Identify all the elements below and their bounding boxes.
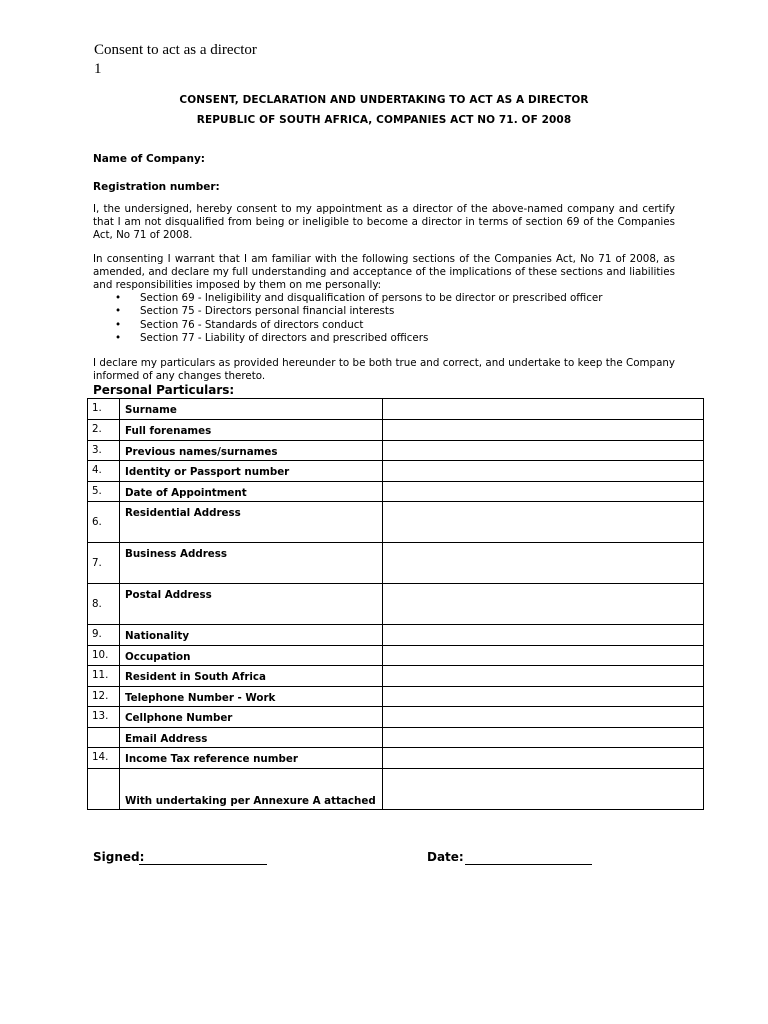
table-row	[88, 666, 704, 687]
row-label: Income Tax reference number	[125, 753, 298, 765]
row-number	[88, 769, 119, 772]
row-number: 8.	[92, 598, 102, 610]
row-label: Email Address	[125, 733, 208, 745]
row-number: 9.	[92, 628, 102, 640]
row-number: 14.	[92, 751, 109, 763]
row-label: Postal Address	[125, 589, 212, 601]
row-number: 1.	[92, 402, 102, 414]
company-name-label: Name of Company:	[93, 153, 206, 165]
previous-names-field[interactable]	[383, 441, 704, 461]
table-row	[88, 707, 704, 728]
row-label: Full forenames	[125, 425, 212, 437]
page-number: 1	[94, 61, 102, 77]
row-number: 6.	[92, 516, 102, 528]
sections-list	[115, 292, 603, 346]
warrant-paragraph: In consenting I warrant that I am familiar with the following sections of the Companies Act, No 71 of 2008, as amended, and declare my full understanding and acceptance of the implications of these sections and liabilities and responsibilities imposed by them on me personally:	[93, 253, 675, 291]
row-number: 13.	[92, 710, 109, 722]
table-row	[88, 748, 704, 769]
signature-line[interactable]	[139, 864, 267, 865]
resident-field[interactable]	[383, 666, 704, 687]
table-row	[88, 625, 704, 646]
row-label: Nationality	[125, 630, 190, 642]
table-row	[88, 399, 704, 420]
nationality-field[interactable]	[383, 625, 704, 646]
row-label: Identity or Passport number	[125, 466, 290, 478]
row-number: 7.	[92, 557, 102, 569]
list-item	[115, 305, 603, 318]
row-label: Occupation	[125, 651, 191, 663]
personal-particulars-heading: Personal Particulars:	[93, 383, 235, 397]
cellphone-field[interactable]	[383, 707, 704, 728]
signed-label: Signed:	[93, 850, 145, 864]
row-label: Telephone Number - Work	[125, 692, 276, 704]
occupation-field[interactable]	[383, 646, 704, 666]
bullet-icon: •	[115, 292, 122, 304]
section-text: Section 69 - Ineligibility and disqualification of persons to be director or prescribed officer	[140, 292, 603, 304]
residential-address-field[interactable]	[383, 502, 704, 543]
table-row	[88, 543, 704, 584]
date-line[interactable]	[465, 864, 592, 865]
bullet-icon: •	[115, 332, 122, 345]
document-header-title: Consent to act as a director	[94, 42, 257, 58]
income-tax-field[interactable]	[383, 748, 704, 769]
row-label: Previous names/surnames	[125, 446, 278, 458]
identity-number-field[interactable]	[383, 461, 704, 482]
bullet-icon: •	[115, 305, 122, 318]
row-number: 3.	[92, 444, 102, 456]
table-row	[88, 646, 704, 666]
postal-address-field[interactable]	[383, 584, 704, 625]
row-label: Surname	[125, 404, 177, 416]
table-row	[88, 502, 704, 543]
bullet-icon: •	[115, 318, 122, 331]
declaration-paragraph: I declare my particulars as provided hereunder to be both true and correct, and undertake to keep the Company informed of any changes thereto.	[93, 357, 675, 382]
row-number	[88, 728, 119, 731]
personal-particulars-table	[87, 398, 704, 810]
table-row	[88, 728, 704, 748]
full-forenames-field[interactable]	[383, 420, 704, 441]
row-label: Resident in South Africa	[125, 671, 266, 683]
consent-paragraph: I, the undersigned, hereby consent to my appointment as a director of the above-named company and certify that I am not disqualified from being or ineligible to become a director in terms of section 69 of the Companies Act, No 71 of 2008.	[93, 203, 675, 241]
date-label: Date:	[427, 850, 464, 864]
list-item	[115, 332, 603, 345]
annexure-field[interactable]	[383, 769, 704, 810]
list-item	[115, 292, 603, 305]
row-label: With undertaking per Annexure A attached	[125, 795, 376, 807]
row-label: Cellphone Number	[125, 712, 233, 724]
row-number: 10.	[92, 649, 109, 661]
row-label: Business Address	[125, 548, 228, 560]
row-number: 5.	[92, 485, 102, 497]
row-number: 12.	[92, 690, 109, 702]
section-text: Section 76 - Standards of directors conduct	[140, 318, 364, 331]
work-telephone-field[interactable]	[383, 687, 704, 707]
table-row	[88, 420, 704, 441]
appointment-date-field[interactable]	[383, 482, 704, 502]
row-label: Date of Appointment	[125, 487, 247, 499]
form-title: CONSENT, DECLARATION AND UNDERTAKING TO ACT AS A DIRECTOR	[179, 94, 589, 106]
table-row	[88, 441, 704, 461]
table-row	[88, 584, 704, 625]
form-subtitle: REPUBLIC OF SOUTH AFRICA, COMPANIES ACT NO 71. OF 2008	[196, 114, 572, 126]
business-address-field[interactable]	[383, 543, 704, 584]
section-text: Section 75 - Directors personal financial interests	[140, 305, 395, 318]
table-row	[88, 482, 704, 502]
row-number: 2.	[92, 423, 102, 435]
table-row	[88, 687, 704, 707]
surname-field[interactable]	[383, 399, 704, 420]
table-row	[88, 461, 704, 482]
row-number: 11.	[92, 669, 109, 681]
email-field[interactable]	[383, 728, 704, 748]
registration-number-label: Registration number:	[93, 181, 220, 193]
row-number: 4.	[92, 464, 102, 476]
row-label: Residential Address	[125, 507, 241, 519]
table-row	[88, 769, 704, 810]
list-item	[115, 319, 603, 332]
section-text: Section 77 - Liability of directors and prescribed officers	[140, 332, 429, 345]
